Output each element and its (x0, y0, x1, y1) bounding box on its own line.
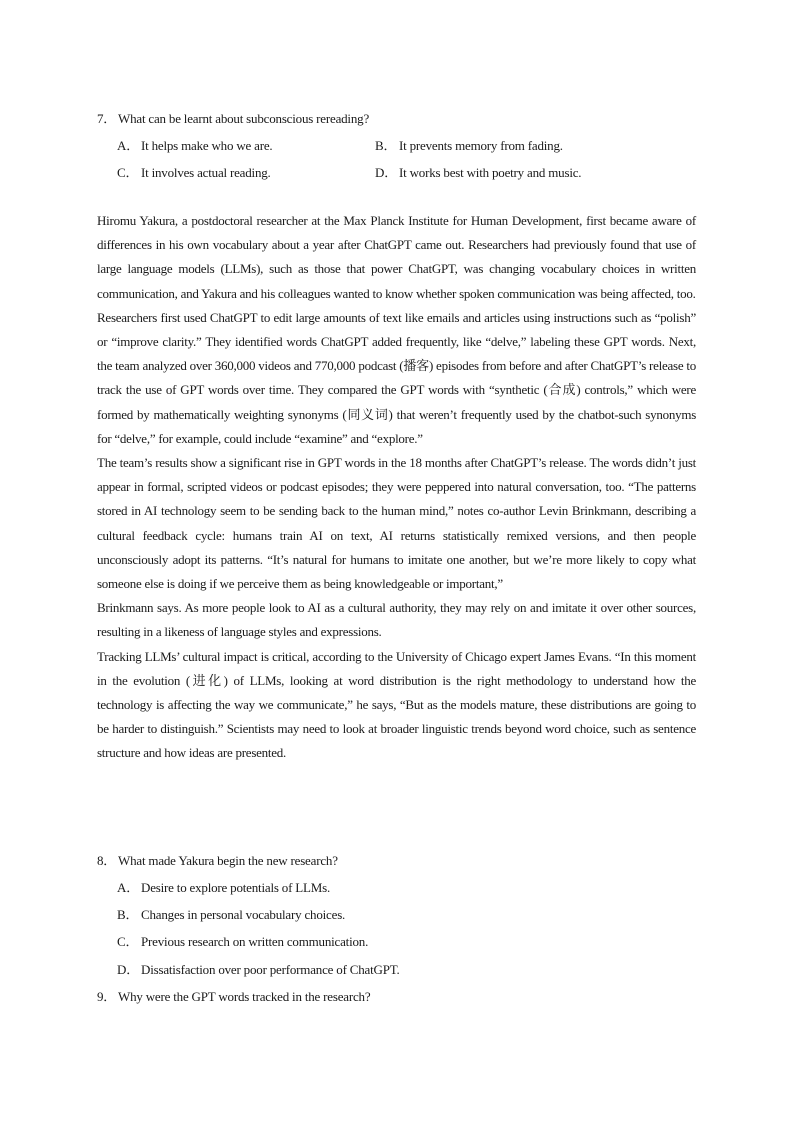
option-letter: D． (117, 962, 139, 977)
option-text: Changes in personal vocabulary choices. (141, 907, 346, 922)
passage-paragraph-1: Hiromu Yakura, a postdoctoral researcher at the Max Planck Institute for Human Development, first became aware of differences in his own vocabulary about a year after ChatGPT came out. Researchers had previously found that use of large language models (LLMs), such as those that power ChatGPT, was changing vocabulary choices in written communication, and Yakura and his colleagues wanted to know whether spoken communication was being affected, too. (97, 213, 696, 301)
question-number: 7． (97, 111, 117, 126)
question-9 (97, 986, 370, 1005)
reading-passage (97, 209, 696, 766)
option-letter: A． (117, 880, 139, 895)
option-text: It involves actual reading. (141, 165, 271, 180)
passage-paragraph-2: Researchers first used ChatGPT to edit large amounts of text like emails and articles using instructions such as “polish” or “improve clarity.” They identified words ChatGPT added frequently, like “delve,” labeling these GPT words. Next, the team analyzed over 360,000 videos and 770,000 podcast (播客) episodes from before and after ChatGPT’s release to track the use of GPT words over time. They compared the GPT words with “synthetic (合成) controls,” which were formed by mathematically weighting synonyms (同义词) that weren’t frequently used by the chatbot-such synonyms for “delve,” for example, could include “examine” and “explore.” (97, 309, 696, 446)
option-letter: C． (117, 165, 139, 180)
q7-option-c (117, 162, 271, 181)
q7-option-a (117, 135, 272, 154)
q7-option-b (375, 135, 563, 154)
question-stem: Why were the GPT words tracked in the research? (118, 989, 371, 1004)
option-letter: D． (375, 165, 397, 180)
q8-option-c (117, 931, 368, 950)
option-letter: B． (375, 138, 397, 153)
option-letter: A． (117, 138, 139, 153)
q8-option-b (117, 904, 345, 923)
passage-paragraph-4: Brinkmann says. As more people look to AI as a cultural authority, they may rely on and imitate it over other sources, resulting in a likeness of language styles and expressions. (97, 600, 696, 640)
passage-paragraph-5: Tracking LLMs’ cultural impact is critical, according to the University of Chicago expert James Evans. “In this moment in the evolution (进化) of LLMs, looking at word distribution is the right methodology to understand how the technology is affecting the way we communicate,” he says, “But as the models mature, these distributions are going to be harder to distinguish.” Scientists may need to look at broader linguistic trends beyond word choice, such as sentence structure and how ideas are presented. (97, 648, 696, 761)
question-number: 9． (97, 989, 117, 1004)
question-number: 8． (97, 853, 117, 868)
option-letter: B． (117, 907, 139, 922)
question-stem: What made Yakura begin the new research? (118, 853, 338, 868)
question-7 (97, 108, 369, 127)
option-text: Dissatisfaction over poor performance of ChatGPT. (141, 962, 400, 977)
option-text: It works best with poetry and music. (399, 165, 582, 180)
passage-paragraph-3: The team’s results show a significant rise in GPT words in the 18 months after ChatGPT’s release. The words didn’t just appear in formal, scripted videos or podcast episodes; they were peppered into natural conversation, too. “The patterns stored in AI technology seem to be sending back to the human mind,” notes co-author Levin Brinkmann, describing a cultural feedback cycle: humans train AI on text, AI returns statistically remixed versions, and then people unconsciously adopt its patterns. “It’s natural for humans to imitate one another, but we’re more likely to copy what someone else is doing if we perceive them as being knowledgeable or important,” (97, 455, 696, 592)
q7-option-d (375, 162, 581, 181)
option-text: Desire to explore potentials of LLMs. (141, 880, 330, 895)
option-text: It prevents memory from fading. (399, 138, 563, 153)
option-letter: C． (117, 934, 139, 949)
option-text: Previous research on written communication. (141, 934, 369, 949)
option-text: It helps make who we are. (141, 138, 273, 153)
question-stem: What can be learnt about subconscious rereading? (118, 111, 370, 126)
q8-option-d (117, 959, 400, 978)
question-8 (97, 850, 338, 869)
q8-option-a (117, 877, 330, 896)
